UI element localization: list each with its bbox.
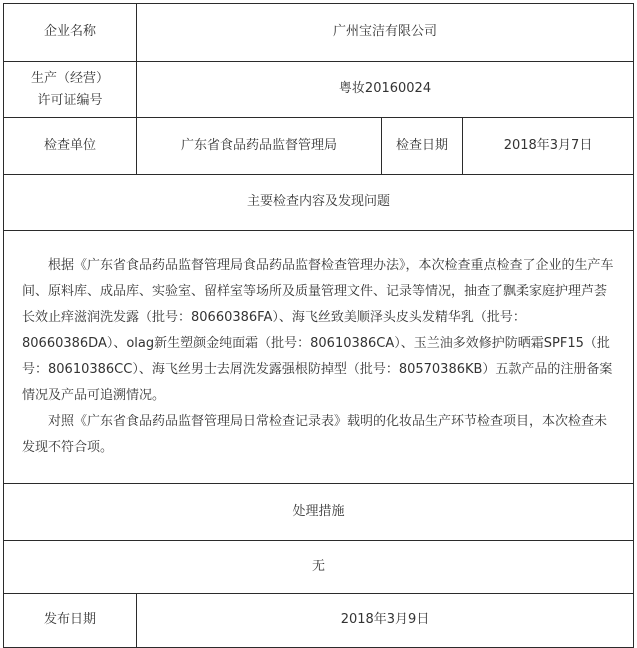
company-value: 广州宝洁有限公司	[137, 4, 634, 62]
date-value: 2018年3月7日	[463, 118, 634, 175]
findings-header: 主要检查内容及发现问题	[4, 175, 634, 231]
findings-body-row	[4, 231, 634, 484]
company-row	[4, 4, 634, 62]
inspection-info-table	[3, 3, 634, 648]
findings-paragraph-2: 对照《广东省食品药品监督管理局日常检查记录表》载明的化妆品生产环节检查项目，本次检查未发现不符合项。	[22, 414, 608, 455]
company-label: 企业名称	[4, 4, 137, 62]
license-label-line1: 生产（经营）	[30, 70, 109, 86]
license-value: 粤妆20160024	[137, 62, 634, 118]
measures-value-row	[4, 541, 634, 594]
measures-value: 无	[4, 541, 634, 594]
publish-label: 发布日期	[4, 594, 137, 648]
findings-header-row	[4, 175, 634, 231]
inspector-row	[4, 118, 634, 175]
date-label: 检查日期	[382, 118, 463, 175]
findings-body	[4, 231, 634, 484]
measures-header-row	[4, 484, 634, 541]
findings-paragraph-1: 根据《广东省食品药品监督管理局食品药品监督检查管理办法》，本次检查重点检查了企业的生产车间、原料库、成品库、实验室、留样室等场所及质量管理文件、记录等情况，抽查了飘柔家庭护理芦荟长效止痒滋润洗发露（批号：80660386FA）、海飞丝致美顺泽头皮头发精华乳（批号：80660386DA）、olag新生塑颜金纯面霜（批号：80610386CA）、玉兰油多效修护防晒霜SPF15（批号：80610386CC）、海飞丝男士去屑洗发露强根防掉型（批号：80570386KB）五款产品的注册备案情况及产品可追溯情况。	[22, 258, 614, 403]
license-label-line2: 许可证编号	[37, 92, 103, 108]
license-row	[4, 62, 634, 118]
inspector-value: 广东省食品药品监督管理局	[137, 118, 382, 175]
measures-header: 处理措施	[4, 484, 634, 541]
publish-row	[4, 594, 634, 648]
inspector-label: 检查单位	[4, 118, 137, 175]
publish-value: 2018年3月9日	[137, 594, 634, 648]
license-label	[4, 62, 137, 118]
